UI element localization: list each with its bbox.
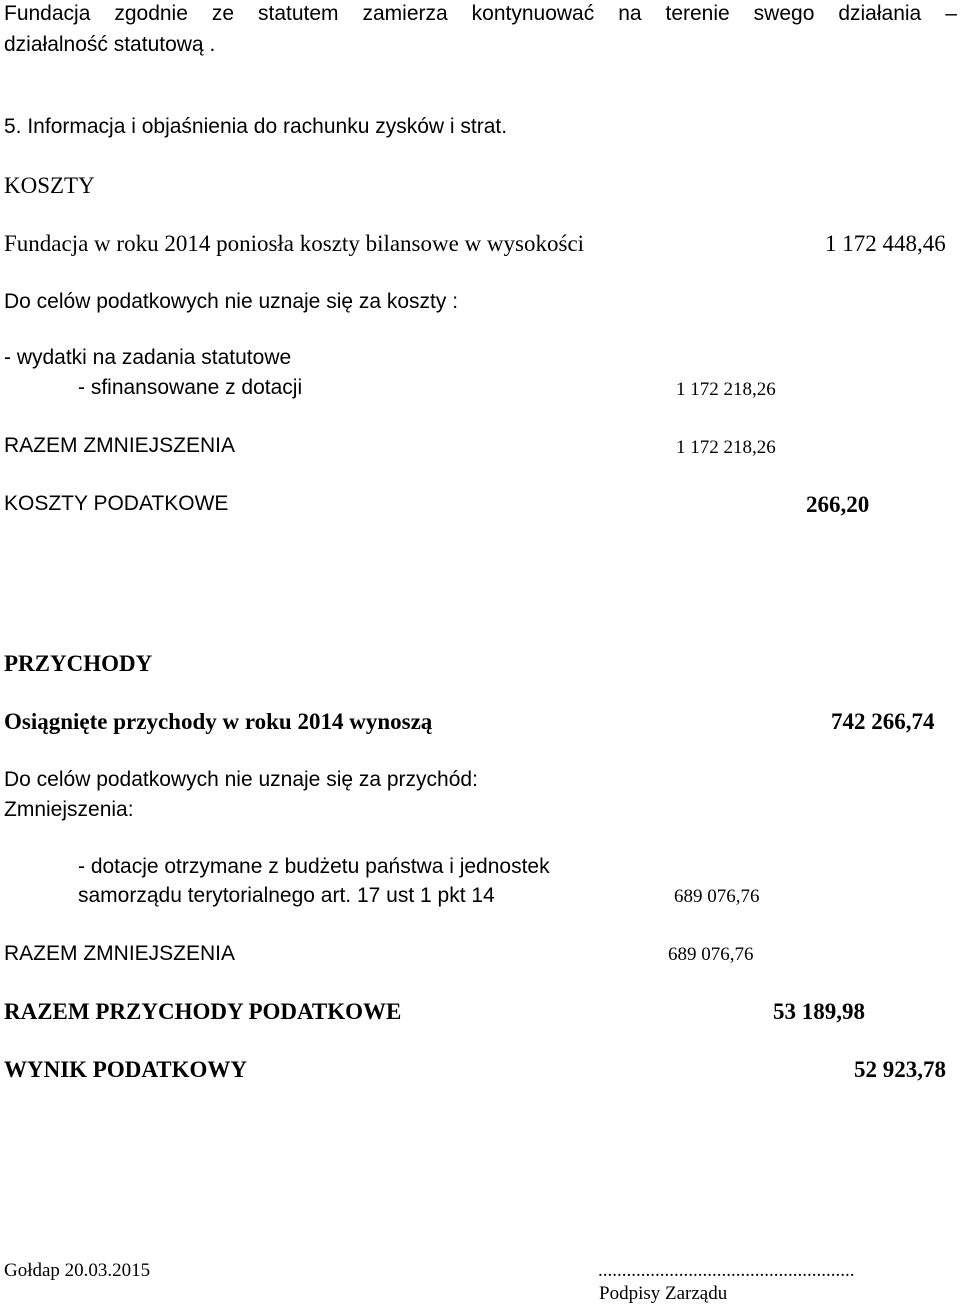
intro-word: zamierza xyxy=(362,2,448,25)
koszty-reductions-value: 1 172 218,26 xyxy=(676,437,776,458)
intro-word: na xyxy=(618,2,642,25)
przychody-reductions-value: 689 076,76 xyxy=(668,944,754,965)
przychody-item-line-1: - dotacje otrzymane z budżetu państwa i jednostek xyxy=(78,855,550,878)
tax-result-label: WYNIK PODATKOWY xyxy=(4,1057,247,1082)
intro-word: Fundacja xyxy=(4,2,91,25)
przychody-item-value: 689 076,76 xyxy=(674,886,760,907)
intro-word: ze xyxy=(211,2,235,25)
przychody-total-label: Osiągnięte przychody w roku 2014 wynoszą xyxy=(4,709,433,734)
przychody-reductions-heading: Zmniejszenia: xyxy=(4,798,134,821)
tax-result-value: 52 923,78 xyxy=(854,1057,946,1082)
koszty-heading: KOSZTY xyxy=(4,173,95,198)
koszty-total-label: Fundacja w roku 2014 poniosła koszty bilansowe w wysokości xyxy=(4,231,585,256)
przychody-item-line-2: samorządu terytorialnego art. 17 ust 1 pkt 14 xyxy=(78,884,495,907)
signature-label: Podpisy Zarządu xyxy=(599,1283,728,1304)
intro-line-2: działalność statutową . xyxy=(4,33,216,56)
koszty-tax-costs-label: KOSZTY PODATKOWE xyxy=(4,492,229,515)
intro-word: terenie xyxy=(665,2,730,25)
signature-line: ...................................................... xyxy=(598,1260,855,1281)
koszty-item-label: - wydatki na zadania statutowe xyxy=(4,346,292,369)
intro-line-1 xyxy=(4,3,957,24)
koszty-total-value: 1 172 448,46 xyxy=(825,231,946,256)
koszty-subitem-value: 1 172 218,26 xyxy=(676,379,776,400)
przychody-not-income-label: Do celów podatkowych nie uznaje się za przychód: xyxy=(4,768,478,791)
intro-word: zgodnie xyxy=(114,2,188,25)
przychody-reductions-label: RAZEM ZMNIEJSZENIA xyxy=(4,942,236,965)
koszty-not-deductible-label: Do celów podatkowych nie uznaje się za koszty : xyxy=(4,290,459,313)
section-heading: 5. Informacja i objaśnienia do rachunku zysków i strat. xyxy=(4,115,508,138)
koszty-tax-costs-value: 266,20 xyxy=(806,492,870,517)
koszty-subitem-label: - sfinansowane z dotacji xyxy=(78,376,303,399)
intro-word: – xyxy=(945,2,957,25)
przychody-tax-income-value: 53 189,98 xyxy=(773,999,865,1024)
intro-word: swego xyxy=(753,2,815,25)
przychody-tax-income-label: RAZEM PRZYCHODY PODATKOWE xyxy=(4,999,402,1024)
place-date: Gołdap 20.03.2015 xyxy=(4,1260,151,1281)
przychody-total-value: 742 266,74 xyxy=(831,709,935,734)
intro-word: kontynuować xyxy=(471,2,595,25)
przychody-heading: PRZYCHODY xyxy=(4,651,153,676)
koszty-reductions-label: RAZEM ZMNIEJSZENIA xyxy=(4,434,236,457)
intro-word: statutem xyxy=(258,2,339,25)
intro-word: działania xyxy=(838,2,922,25)
